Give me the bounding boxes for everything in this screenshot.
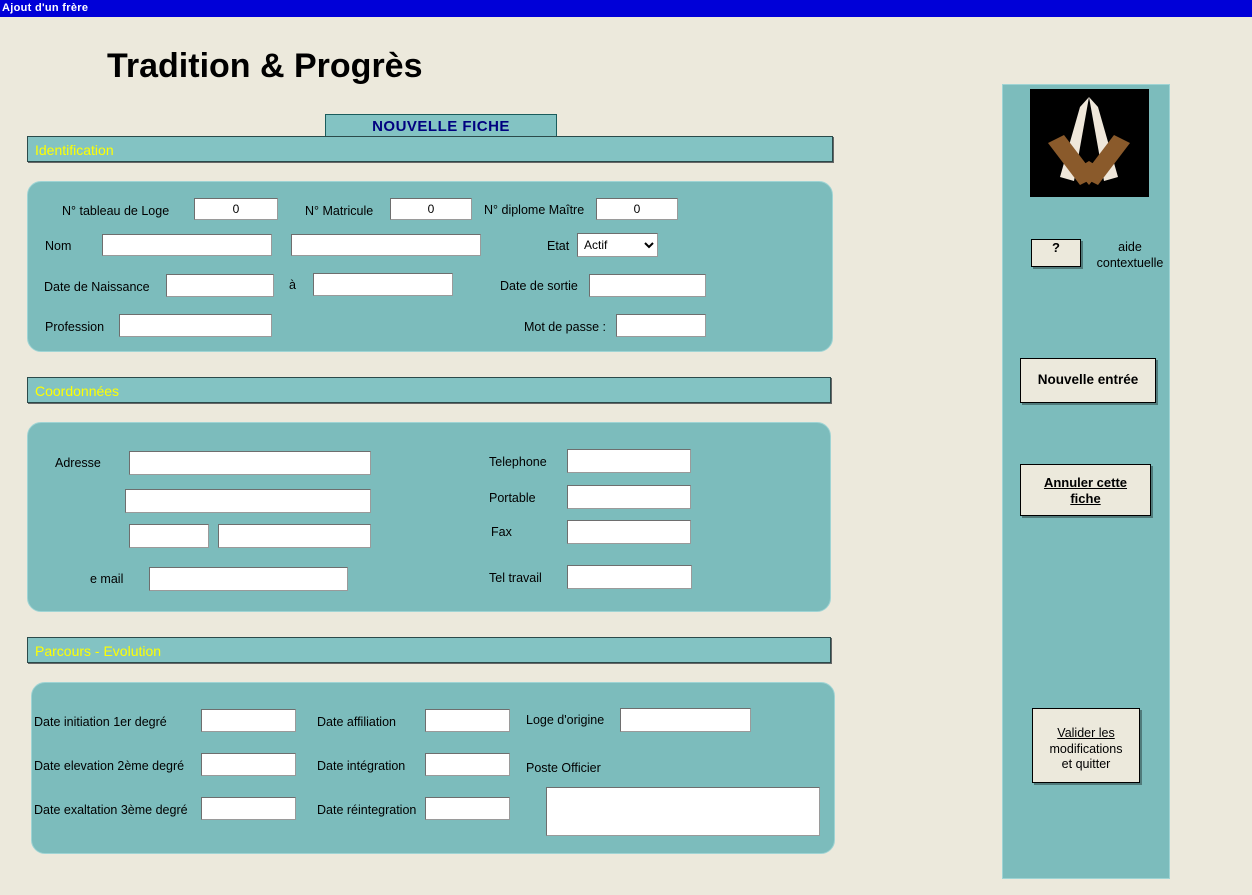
window-titlebar [0,0,1252,17]
input-ville[interactable] [218,524,371,548]
label-date-initiation: Date initiation 1er degré [34,715,167,729]
label-mot-de-passe: Mot de passe : [524,320,606,334]
label-etat: Etat [547,239,570,253]
label-portable: Portable [489,491,536,505]
section-header-parcours: Parcours - Evolution [27,637,831,663]
input-adresse-2[interactable] [125,489,371,513]
label-date-naissance: Date de Naissance [44,280,150,294]
input-code-postal[interactable] [129,524,209,548]
validate-button-line2: modifications [1049,741,1123,756]
input-date-sortie[interactable] [589,274,706,297]
help-caption-line2: contextuelle [1096,255,1164,270]
input-lieu-naissance[interactable] [313,273,453,296]
help-caption [1090,240,1170,271]
label-email: e mail [90,572,124,586]
input-date-exaltation[interactable] [201,797,296,820]
input-matricule[interactable] [390,198,472,220]
input-date-integration[interactable] [425,753,510,776]
input-date-reintegration[interactable] [425,797,510,820]
label-date-sortie: Date de sortie [500,279,578,293]
cancel-record-button-line1: Annuler cette [1043,475,1128,490]
input-mot-de-passe[interactable] [616,314,706,337]
input-date-affiliation[interactable] [425,709,510,732]
page-title: Tradition & Progrès [107,47,423,85]
input-portable[interactable] [567,485,691,509]
label-a: à [289,278,296,292]
validate-button-line1: Valider les [1057,726,1115,740]
label-telephone: Telephone [489,455,547,469]
label-adresse: Adresse [55,456,101,470]
input-telephone[interactable] [567,449,691,473]
input-tableau-loge[interactable] [194,198,278,220]
new-entry-button[interactable] [1020,358,1156,403]
section-header-identification: Identification [27,136,833,162]
new-entry-button-label: Nouvelle entrée [1037,372,1139,387]
input-poste-officier[interactable] [546,787,820,836]
label-date-integration: Date intégration [317,759,406,773]
input-adresse-1[interactable] [129,451,371,475]
cancel-record-button[interactable] [1020,464,1151,516]
input-date-naissance[interactable] [166,274,274,297]
input-date-initiation[interactable] [201,709,296,732]
help-caption-line1: aide [1118,240,1142,254]
input-loge-origine[interactable] [620,708,751,732]
help-button[interactable]: ? [1031,239,1081,267]
panel-parcours [31,682,835,854]
label-tableau-loge: N° tableau de Loge [62,204,170,218]
label-matricule: N° Matricule [305,204,374,218]
input-email[interactable] [149,567,348,591]
window-title: Ajout d'un frère [2,2,89,14]
new-record-banner: NOUVELLE FICHE [325,114,557,140]
input-fax[interactable] [567,520,691,544]
input-prenom[interactable] [291,234,481,256]
label-date-affiliation: Date affiliation [317,715,396,729]
label-nom: Nom [45,239,72,253]
label-profession: Profession [45,320,105,334]
input-diplome-maitre[interactable] [596,198,678,220]
label-date-reintegration: Date réintegration [317,803,417,817]
panel-identification [27,181,833,352]
panel-coordonnees [27,422,831,612]
input-profession[interactable] [119,314,272,337]
input-tel-travail[interactable] [567,565,692,589]
label-poste-officier: Poste Officier [526,761,601,775]
validate-button-line3: et quitter [1061,757,1111,772]
input-date-elevation[interactable] [201,753,296,776]
validate-and-quit-button[interactable] [1032,708,1140,783]
cancel-record-button-line2: fiche [1070,491,1101,507]
label-date-elevation: Date elevation 2ème degré [34,759,185,773]
label-fax: Fax [491,525,512,539]
label-loge-origine: Loge d'origine [526,713,605,727]
label-date-exaltation: Date exaltation 3ème degré [34,803,188,817]
logo-square-and-compasses-icon [1030,89,1149,197]
select-etat[interactable] [577,233,658,257]
label-diplome-maitre: N° diplome Maître [484,203,585,217]
label-tel-travail: Tel travail [489,571,542,585]
section-header-coordonnees: Coordonnées [27,377,831,403]
input-nom[interactable] [102,234,272,256]
